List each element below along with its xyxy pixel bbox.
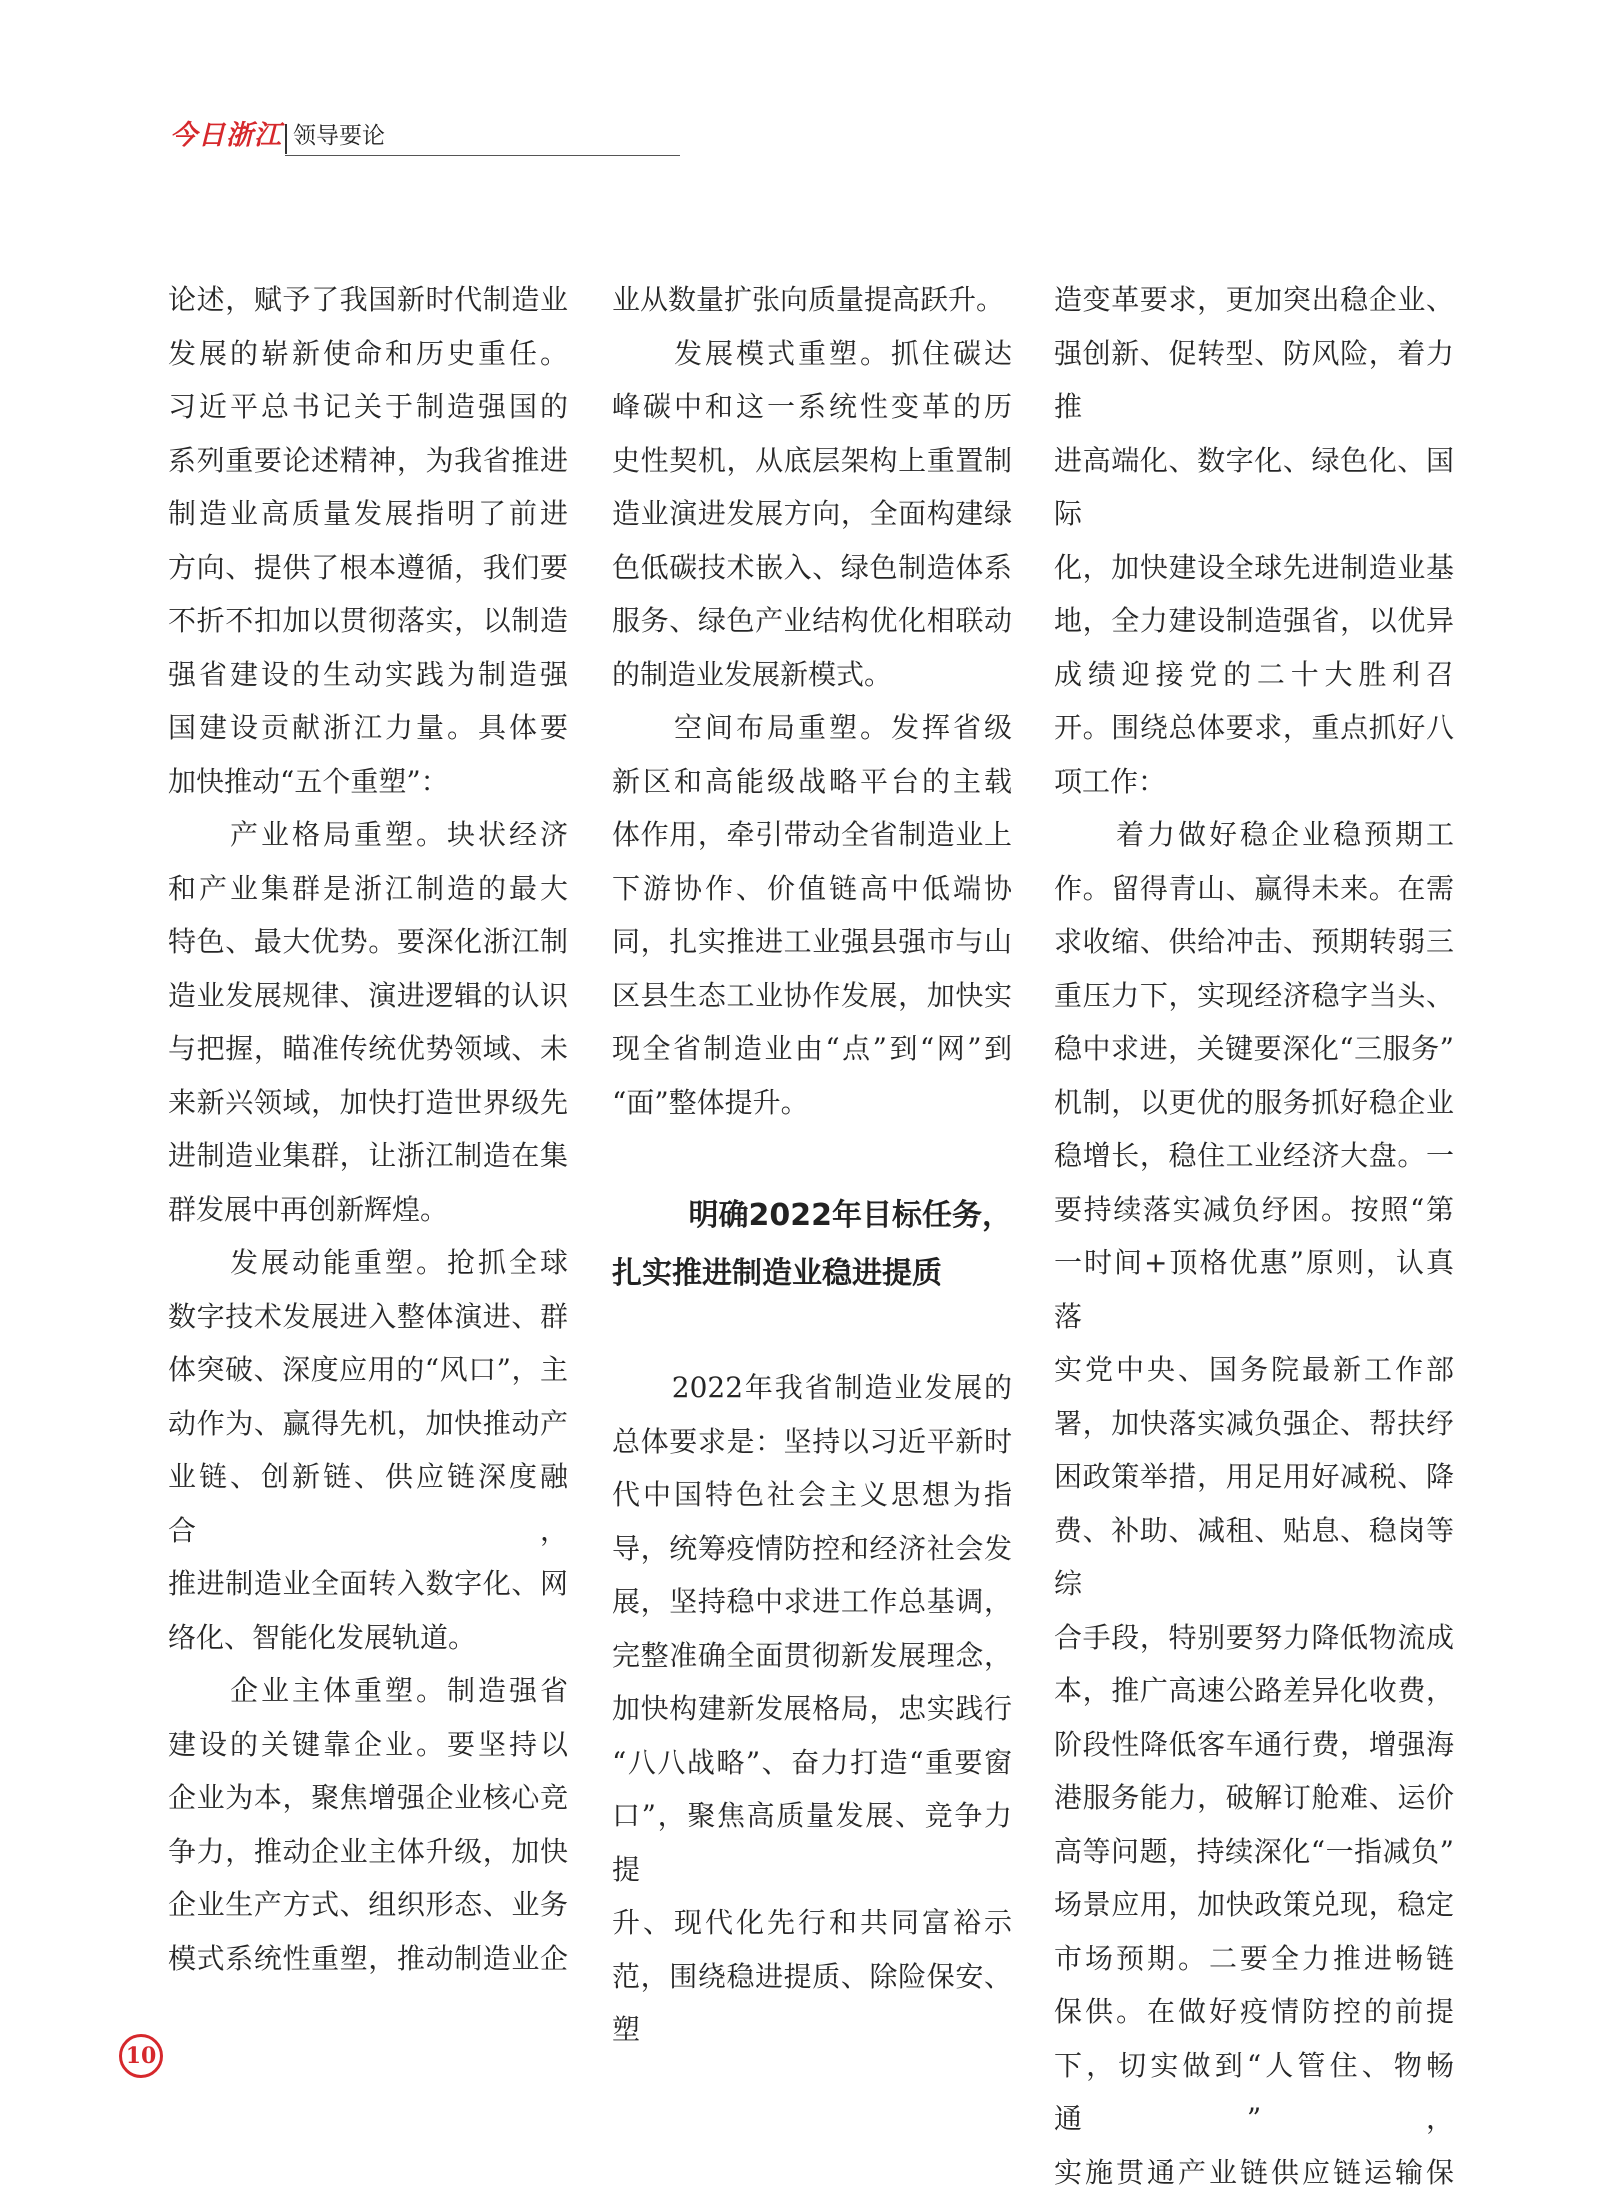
text-line: “面”整体提升。 xyxy=(612,1076,1012,1130)
text-line: 业链、创新链、供应链深度融合， xyxy=(168,1450,568,1557)
section-heading-line-2: 扎实推进制造业稳进提质 xyxy=(612,1245,1012,1303)
text-line: 制造业高质量发展指明了前进 xyxy=(168,487,568,541)
text-column-2 xyxy=(612,273,1012,2057)
text-line: 港服务能力，破解订舱难、运价 xyxy=(1054,1771,1454,1825)
text-line: 保供。在做好疫情防控的前提 xyxy=(1054,1985,1454,2039)
text-line: 企业为本，聚焦增强企业核心竞 xyxy=(168,1771,568,1825)
text-line: 作。留得青山、赢得未来。在需 xyxy=(1054,862,1454,916)
text-line: 造业演进发展方向，全面构建绿 xyxy=(612,487,1012,541)
text-line: 论述，赋予了我国新时代制造业 xyxy=(168,273,568,327)
text-line: 开。围绕总体要求，重点抓好八 xyxy=(1054,701,1454,755)
text-line: 发展动能重塑。抢抓全球 xyxy=(168,1236,568,1290)
text-line: 色低碳技术嵌入、绿色制造体系 xyxy=(612,541,1012,595)
text-line: 数字技术发展进入整体演进、群 xyxy=(168,1290,568,1344)
text-line: 求收缩、供给冲击、预期转弱三 xyxy=(1054,915,1454,969)
text-line: 业从数量扩张向质量提高跃升。 xyxy=(612,273,1012,327)
text-line: 史性契机，从底层架构上重置制 xyxy=(612,434,1012,488)
text-line: 体作用，牵引带动全省制造业上 xyxy=(612,808,1012,862)
text-line: 加快构建新发展格局，忠实践行 xyxy=(612,1682,1012,1736)
text-line: 化，加快建设全球先进制造业基 xyxy=(1054,541,1454,595)
header-divider xyxy=(285,124,287,154)
text-line: 造变革要求，更加突出稳企业、 xyxy=(1054,273,1454,327)
text-line: 完整准确全面贯彻新发展理念， xyxy=(612,1629,1012,1683)
text-line: 来新兴领域，加快打造世界级先 xyxy=(168,1076,568,1130)
text-line: 国建设贡献浙江力量。具体要 xyxy=(168,701,568,755)
text-line: 稳增长，稳住工业经济大盘。一 xyxy=(1054,1129,1454,1183)
text-line: 空间布局重塑。发挥省级 xyxy=(612,701,1012,755)
text-line: 机制，以更优的服务抓好稳企业 xyxy=(1054,1076,1454,1130)
text-line: 与把握，瞄准传统优势领域、未 xyxy=(168,1022,568,1076)
text-line: 系列重要论述精神，为我省推进 xyxy=(168,434,568,488)
text-line: 强创新、促转型、防风险，着力推 xyxy=(1054,327,1454,434)
text-line: 代中国特色社会主义思想为指 xyxy=(612,1468,1012,1522)
text-line: 区县生态工业协作发展，加快实 xyxy=(612,969,1012,1023)
text-line: 稳中求进，关键要深化“三服务” xyxy=(1054,1022,1454,1076)
text-line: 下，切实做到“人管住、物畅通”， xyxy=(1054,2039,1454,2146)
text-line: 企业主体重塑。制造强省 xyxy=(168,1664,568,1718)
text-line: 进制造业集群，让浙江制造在集 xyxy=(168,1129,568,1183)
text-line: 展，坚持稳中求进工作总基调， xyxy=(612,1575,1012,1629)
text-line: 实党中央、国务院最新工作部 xyxy=(1054,1343,1454,1397)
text-line: 重压力下，实现经济稳字当头、 xyxy=(1054,969,1454,1023)
text-line: 项工作： xyxy=(1054,755,1454,809)
text-line: 加快推动“五个重塑”： xyxy=(168,755,568,809)
text-line: 不折不扣加以贯彻落实，以制造 xyxy=(168,594,568,648)
text-line: 口”，聚焦高质量发展、竞争力提 xyxy=(612,1789,1012,1896)
text-line: 要持续落实减负纾困。按照“第 xyxy=(1054,1183,1454,1237)
text-column-3 xyxy=(1054,273,1454,2199)
text-line: 升、现代化先行和共同富裕示 xyxy=(612,1896,1012,1950)
text-line: 建设的关键靠企业。要坚持以 xyxy=(168,1718,568,1772)
text-line: 高等问题，持续深化“一指减负” xyxy=(1054,1825,1454,1879)
text-line: 署，加快落实减负强企、帮扶纾 xyxy=(1054,1397,1454,1451)
section-title: 领导要论 xyxy=(293,118,385,154)
text-line: 费、补助、减租、贴息、稳岗等综 xyxy=(1054,1504,1454,1611)
text-line: 强省建设的生动实践为制造强 xyxy=(168,648,568,702)
text-line: 争力，推动企业主体升级，加快 xyxy=(168,1825,568,1879)
text-line: 2022年我省制造业发展的 xyxy=(612,1361,1012,1415)
text-line: 发展的崭新使命和历史重任。 xyxy=(168,327,568,381)
text-line: 一时间+顶格优惠”原则，认真落 xyxy=(1054,1236,1454,1343)
text-line: 场景应用，加快政策兑现，稳定 xyxy=(1054,1878,1454,1932)
text-line: 着力做好稳企业稳预期工 xyxy=(1054,808,1454,862)
text-line: 模式系统性重塑，推动制造业企 xyxy=(168,1932,568,1986)
page-number: 10 xyxy=(119,2034,163,2078)
text-line: 实施贯通产业链供应链运输保 xyxy=(1054,2146,1454,2199)
text-line: 地，全力建设制造强省，以优异 xyxy=(1054,594,1454,648)
header-rule xyxy=(285,155,680,156)
text-column-1 xyxy=(168,273,568,1985)
text-line: 的制造业发展新模式。 xyxy=(612,648,1012,702)
text-line: 阶段性降低客车通行费，增强海 xyxy=(1054,1718,1454,1772)
text-line: 峰碳中和这一系统性变革的历 xyxy=(612,380,1012,434)
text-line: 方向、提供了根本遵循，我们要 xyxy=(168,541,568,595)
text-line: 推进制造业全面转入数字化、网 xyxy=(168,1557,568,1611)
text-line: 本，推广高速公路差异化收费， xyxy=(1054,1664,1454,1718)
text-line: 产业格局重塑。块状经济 xyxy=(168,808,568,862)
text-line: 发展模式重塑。抓住碳达 xyxy=(612,327,1012,381)
section-heading-line-1: 明确2022年目标任务， xyxy=(612,1187,1012,1245)
text-line: 群发展中再创新辉煌。 xyxy=(168,1183,568,1237)
text-line: 络化、智能化发展轨道。 xyxy=(168,1611,568,1665)
text-line: 和产业集群是浙江制造的最大 xyxy=(168,862,568,916)
text-line: 体突破、深度应用的“风口”，主 xyxy=(168,1343,568,1397)
text-line: 造业发展规律、演进逻辑的认识 xyxy=(168,969,568,1023)
text-line: “八八战略”、奋力打造“重要窗 xyxy=(612,1736,1012,1790)
text-line: 下游协作、价值链高中低端协 xyxy=(612,862,1012,916)
text-line: 新区和高能级战略平台的主载 xyxy=(612,755,1012,809)
text-line: 困政策举措，用足用好减税、降 xyxy=(1054,1450,1454,1504)
text-line: 习近平总书记关于制造强国的 xyxy=(168,380,568,434)
page-header xyxy=(170,118,510,158)
magazine-logo: 今日浙江 xyxy=(170,118,282,154)
text-line: 导，统筹疫情防控和经济社会发 xyxy=(612,1522,1012,1576)
text-line: 范，围绕稳进提质、除险保安、塑 xyxy=(612,1950,1012,2057)
text-line: 总体要求是：坚持以习近平新时 xyxy=(612,1415,1012,1469)
text-line: 市场预期。二要全力推进畅链 xyxy=(1054,1932,1454,1986)
text-line: 进高端化、数字化、绿色化、国际 xyxy=(1054,434,1454,541)
text-line: 特色、最大优势。要深化浙江制 xyxy=(168,915,568,969)
text-line: 现全省制造业由“点”到“网”到 xyxy=(612,1022,1012,1076)
text-line: 同，扎实推进工业强县强市与山 xyxy=(612,915,1012,969)
text-line: 动作为、赢得先机，加快推动产 xyxy=(168,1397,568,1451)
text-line: 企业生产方式、组织形态、业务 xyxy=(168,1878,568,1932)
text-line: 合手段，特别要努力降低物流成 xyxy=(1054,1611,1454,1665)
text-line: 服务、绿色产业结构优化相联动 xyxy=(612,594,1012,648)
text-line: 成绩迎接党的二十大胜利召 xyxy=(1054,648,1454,702)
